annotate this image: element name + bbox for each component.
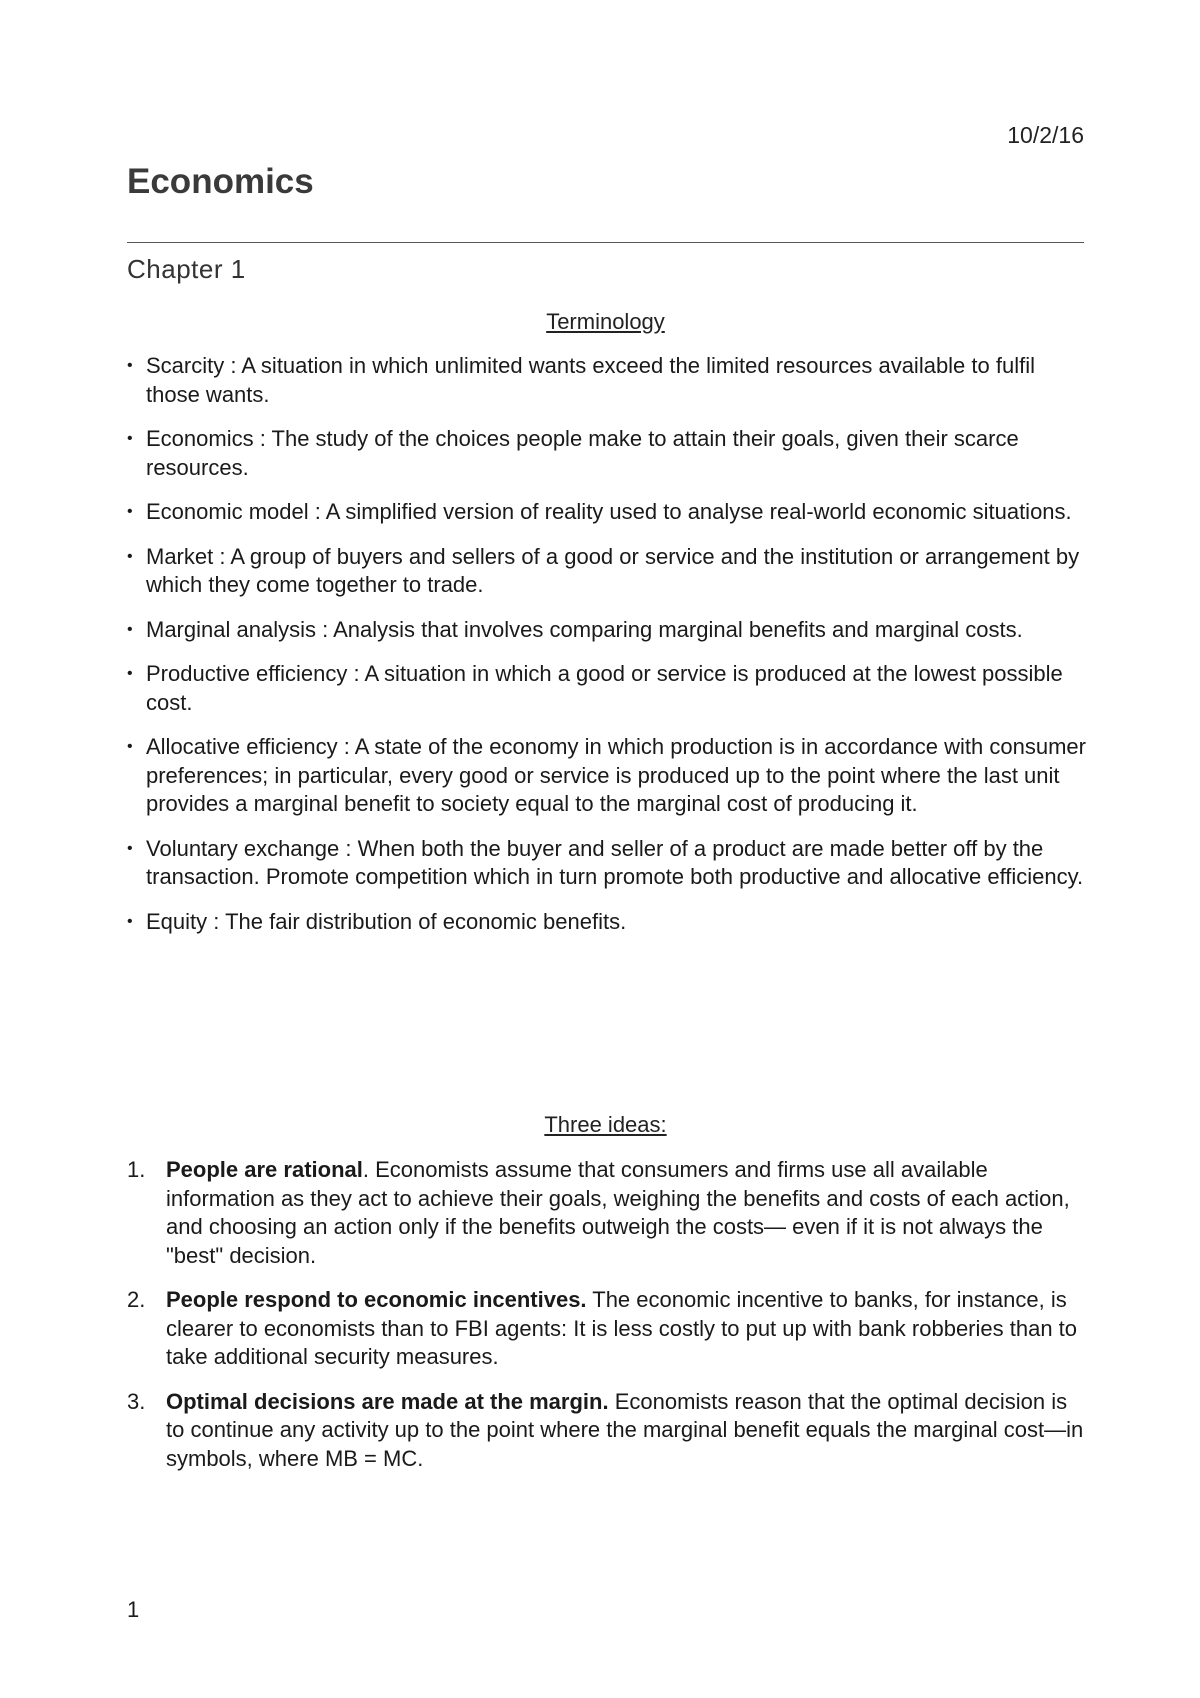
term-text: Equity : The fair distribution of economic benefits.: [146, 908, 627, 934]
idea-lead: Optimal decisions are made at the margin.: [166, 1388, 609, 1414]
title-divider: [127, 242, 1084, 243]
document-title: Economics: [127, 162, 314, 201]
bullet-icon: •: [127, 620, 133, 638]
term-text: Scarcity : A situation in which unlimited wants exceed the limited resources available to fulfil those wants.: [146, 353, 1035, 407]
idea-number: 1.: [127, 1157, 146, 1182]
bullet-icon: •: [127, 503, 133, 520]
term-equity: [127, 908, 1087, 937]
term-marginal-analysis: [127, 616, 1087, 645]
three-ideas-heading: Three ideas:: [544, 1112, 667, 1137]
term-scarcity: [127, 352, 1087, 409]
term-allocative-efficiency: [127, 733, 1087, 819]
bullet-icon: •: [127, 912, 133, 930]
idea-rational: [127, 1156, 1087, 1270]
term-economic-model: [127, 498, 1087, 527]
bullet-icon: •: [127, 839, 133, 857]
idea-number: 3.: [127, 1388, 146, 1414]
term-productive-efficiency: [127, 660, 1087, 717]
bullet-icon: •: [127, 430, 133, 447]
idea-text: . Economists assume that consumers and firms use all available information as they act to achieve their goals, weighing the benefits and costs of each action, and choosing an action only if the benefits outweigh the costs— even if it is not always the "best" decision.: [166, 1157, 1070, 1268]
document-date: 10/2/16: [1007, 122, 1084, 148]
term-text: Economics : The study of the choices people make to attain their goals, given their scarce resources.: [146, 426, 1019, 480]
term-text: Voluntary exchange : When both the buyer and seller of a product are made better off by the transaction. Promote competition which in turn promote both productive and allocative efficiency.: [146, 835, 1084, 889]
bullet-icon: •: [127, 665, 133, 682]
idea-text: Economists reason that the optimal decision is to continue any activity up to the point where the marginal benefit equals the marginal cost—in symbols, where MB = MC.: [166, 1388, 1084, 1471]
term-text: Market : A group of buyers and sellers of a good or service and the institution or arrangement by which they come together to trade.: [146, 543, 1080, 597]
bullet-icon: •: [127, 547, 133, 565]
bullet-icon: •: [127, 738, 133, 755]
idea-text: The economic incentive to banks, for instance, is clearer to economists than to FBI agents: It is less costly to put up with bank robberies than to take additional security measures.: [166, 1287, 1078, 1369]
chapter-heading: Chapter 1: [127, 254, 246, 284]
idea-number: 2.: [127, 1287, 146, 1312]
terminology-heading: Terminology: [546, 309, 665, 334]
idea-incentives: [127, 1286, 1087, 1372]
terminology-list: [127, 352, 1087, 952]
term-text: Allocative efficiency : A state of the economy in which production is in accordance with consumer preferences; in particular, every good or service is produced up to the point where the last unit provides a marginal benefit to society equal to the marginal cost of producing it.: [146, 734, 1086, 816]
page-number: 1: [127, 1597, 140, 1622]
term-voluntary-exchange: [127, 835, 1087, 892]
term-market: [127, 543, 1087, 600]
term-text: Economic model : A simplified version of reality used to analyse real-world economic situations.: [146, 499, 1072, 524]
idea-lead: People respond to economic incentives.: [166, 1287, 587, 1312]
term-text: Marginal analysis : Analysis that involves comparing marginal benefits and marginal costs.: [146, 616, 1023, 642]
bullet-icon: •: [127, 357, 133, 374]
idea-lead: People are rational: [166, 1157, 363, 1182]
idea-margin: [127, 1388, 1087, 1474]
term-text: Productive efficiency : A situation in which a good or service is produced at the lowest possible cost.: [146, 661, 1063, 715]
term-economics: [127, 425, 1087, 482]
three-ideas-list: [127, 1156, 1087, 1489]
